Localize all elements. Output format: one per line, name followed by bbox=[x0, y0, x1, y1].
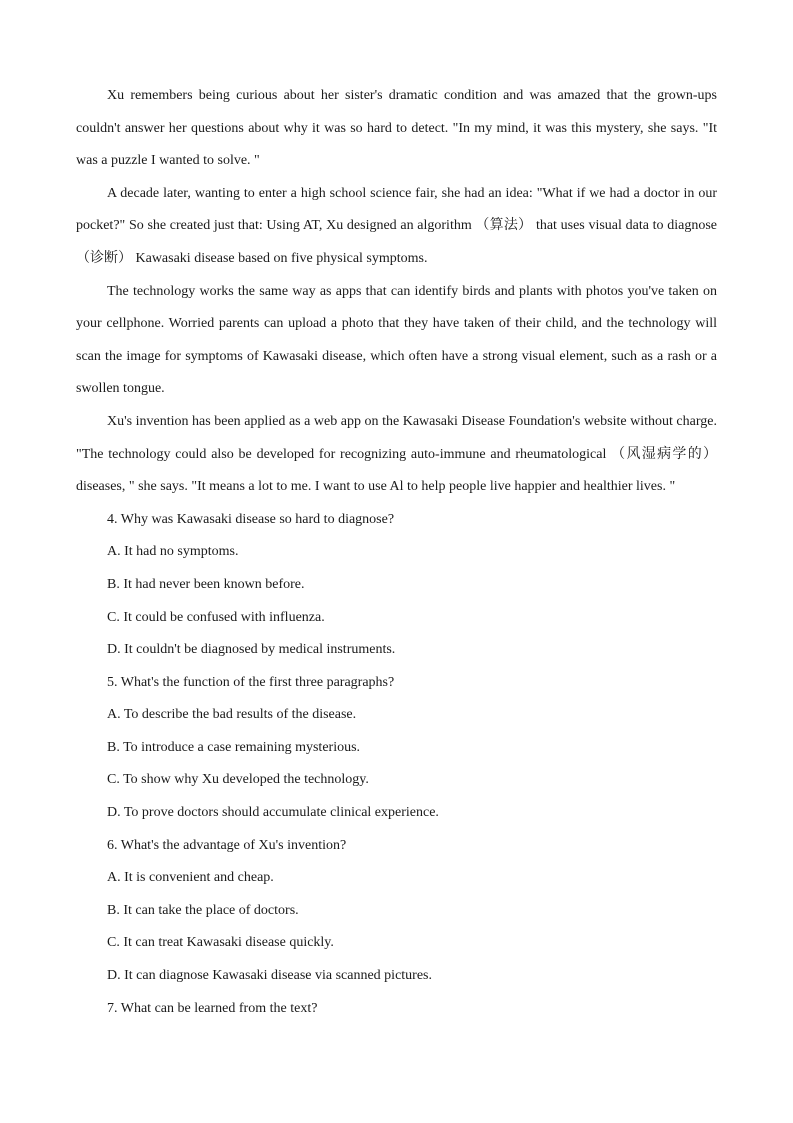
passage-paragraph-1: Xu remembers being curious about her sister's dramatic condition and was amazed that the grown-ups couldn't answer her questions about why it was so hard to detect. "In my mind, it was this mystery, she says. "It was a puzzle I wanted to solve. " bbox=[76, 88, 717, 169]
passage-paragraph-4: Xu's invention has been applied as a web app on the Kawasaki Disease Foundation's website without charge. "The technology could also be developed for recognizing auto-immune and rheumatological （风湿病学的） diseases, " she says. "It means a lot to me. I want to use Al to help people live happier and healthier lives. " bbox=[76, 413, 717, 495]
passage-paragraph-2: A decade later, wanting to enter a high school science fair, she had an idea: "What if we had a doctor in our pocket?" So she created just that: Using AT, Xu designed an algorithm （算法） that uses visual data to diagnose （诊断） Kawasaki disease based on five physical symptoms. bbox=[76, 185, 717, 266]
option-d: D. It can diagnose Kawasaki disease via scanned pictures. bbox=[107, 968, 432, 984]
question-6 bbox=[76, 830, 717, 993]
passage-paragraph-3: The technology works the same way as apps that can identify birds and plants with photos you've taken on your cellphone. Worried parents can upload a photo that they have taken of their child, and the technology will scan the image for symptoms of Kawasaki disease, which often have a strong visual element, such as a rash or a swollen tongue. bbox=[76, 283, 717, 397]
question-4 bbox=[76, 504, 717, 667]
option-c: C. It could be confused with influenza. bbox=[107, 609, 325, 625]
option-a: A. It is convenient and cheap. bbox=[107, 870, 274, 886]
question-5 bbox=[76, 667, 717, 830]
option-d: D. To prove doctors should accumulate clinical experience. bbox=[107, 805, 439, 821]
option-b: B. It had never been known before. bbox=[107, 576, 305, 592]
option-b: B. To introduce a case remaining mysterious. bbox=[107, 739, 361, 755]
question-stem: 5. What's the function of the first three paragraphs? bbox=[107, 674, 395, 690]
question-stem: 7. What can be learned from the text? bbox=[107, 1000, 318, 1016]
document-content bbox=[76, 80, 717, 1025]
option-c: C. It can treat Kawasaki disease quickly. bbox=[107, 935, 334, 951]
option-a: A. To describe the bad results of the disease. bbox=[107, 707, 357, 723]
question-stem: 4. Why was Kawasaki disease so hard to diagnose? bbox=[107, 511, 395, 527]
option-a: A. It had no symptoms. bbox=[107, 544, 239, 560]
question-stem: 6. What's the advantage of Xu's invention? bbox=[107, 837, 347, 853]
option-d: D. It couldn't be diagnosed by medical instruments. bbox=[107, 642, 396, 658]
question-7 bbox=[76, 993, 717, 1026]
option-c: C. To show why Xu developed the technology. bbox=[107, 772, 369, 788]
option-b: B. It can take the place of doctors. bbox=[107, 902, 299, 918]
